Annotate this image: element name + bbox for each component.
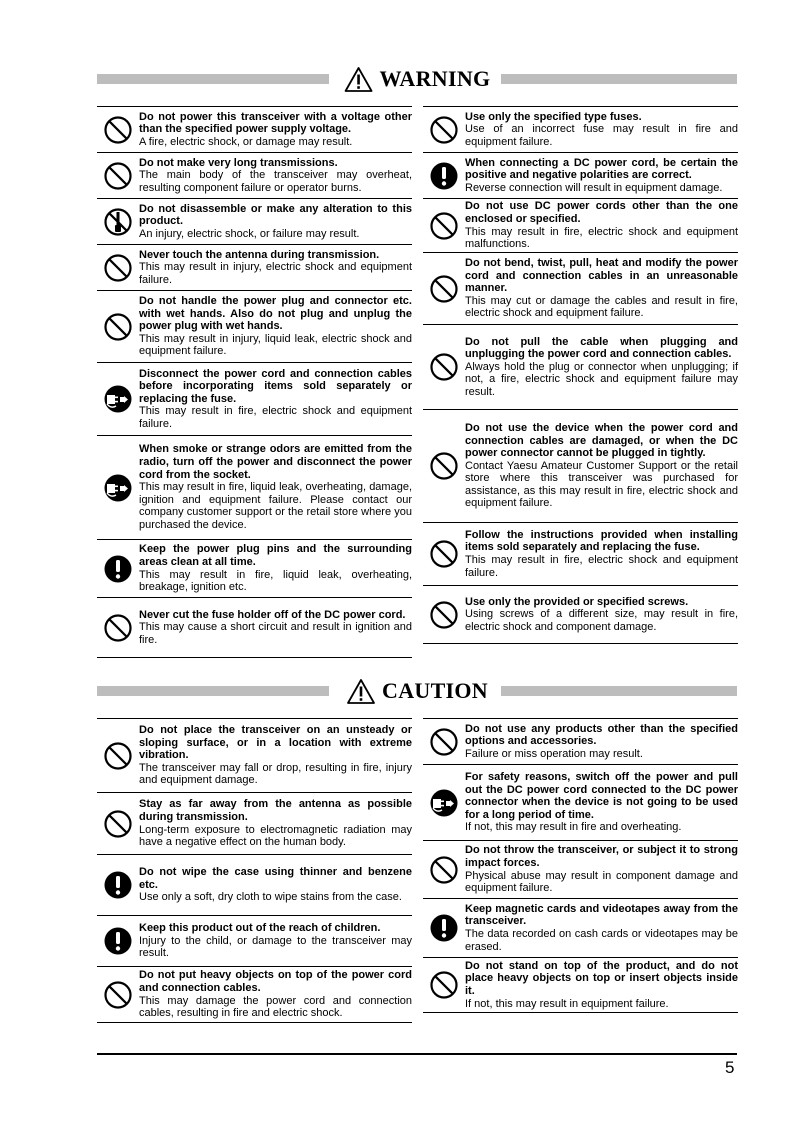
prohibition-icon xyxy=(423,600,465,630)
item-text xyxy=(465,842,738,896)
mandatory-icon xyxy=(97,870,139,900)
safety-item xyxy=(97,199,412,245)
item-text xyxy=(139,109,412,151)
prohibition-icon xyxy=(423,970,465,1000)
prohibition-icon xyxy=(423,539,465,569)
item-heading: Use only the provided or specified screws. xyxy=(465,595,689,608)
safety-item xyxy=(423,586,738,644)
item-body: Use of an incorrect fuse may result in fire and equipment failure. xyxy=(465,123,738,148)
safety-item xyxy=(423,199,738,253)
item-heading: Do not disassemble or make any alteration to this product. xyxy=(139,202,412,228)
item-heading: When connecting a DC power cord, be certain the positive and negative polarities are correct. xyxy=(465,156,738,182)
item-heading: Never cut the fuse holder off of the DC power cord. xyxy=(139,608,406,621)
footer-rule xyxy=(97,1053,737,1055)
safety-item xyxy=(97,153,412,199)
safety-item xyxy=(423,841,738,899)
item-body: This may result in injury, liquid leak, electric shock and equipment failure. xyxy=(139,332,412,358)
item-heading: Do not stand on top of the product, and do not place heavy objects on top or insert objects inside it. xyxy=(465,959,738,997)
item-body: The transceiver may fall or drop, resulting in fire, injury and equipment damage. xyxy=(139,761,412,787)
item-body: Contact Yaesu Amateur Customer Support or the retail store where this transceiver was purchased for assistance, as this may result in fire, electric shock and equipment failure. xyxy=(465,459,738,510)
item-text xyxy=(139,441,412,533)
item-heading: Disconnect the power cord and connection cables before incorporating items sold separately or replacing the fuse. xyxy=(139,367,412,405)
safety-item xyxy=(97,245,412,291)
safety-item xyxy=(97,436,412,540)
prohibition-icon xyxy=(97,980,139,1010)
prohibition-icon xyxy=(423,352,465,382)
item-body: This may result in fire, electric shock and equipment failure. xyxy=(465,554,738,579)
prohibition-icon xyxy=(423,211,465,241)
item-heading: Do not make very long transmissions. xyxy=(139,156,338,169)
safety-item xyxy=(97,967,412,1023)
item-heading: Do not use the device when the power cord and connection cables are damaged, or when the DC power connector cannot be plugged in tightly. xyxy=(465,421,738,460)
safety-item xyxy=(97,916,412,967)
safety-item xyxy=(423,253,738,325)
item-heading: Follow the instructions provided when installing items sold separately and replacing the fuse. xyxy=(465,528,738,554)
item-body: If not, this may result in equipment failure. xyxy=(465,997,669,1010)
item-text xyxy=(465,198,738,252)
item-body: Failure or miss operation may result. xyxy=(465,747,643,760)
safety-item xyxy=(97,107,412,153)
safety-item xyxy=(423,899,738,958)
item-text xyxy=(465,420,738,512)
item-heading: Use only the specified type fuses. xyxy=(465,110,642,123)
item-heading: Keep magnetic cards and videotapes away from the transceiver. xyxy=(465,902,738,928)
item-text xyxy=(139,155,412,197)
item-body: This may cause a short circuit and result in ignition and fire. xyxy=(139,621,412,646)
item-text xyxy=(465,901,738,955)
prohibition-icon xyxy=(97,115,139,145)
item-text xyxy=(139,201,412,243)
item-body: If not, this may result in fire and overheating. xyxy=(465,821,682,834)
item-heading: Do not pull the cable when plugging and unplugging the power cord and connection cables. xyxy=(465,335,738,361)
caution-header xyxy=(97,676,737,706)
item-heading: Do not power this transceiver with a voltage other than the specified power supply voltage. xyxy=(139,110,412,136)
safety-item xyxy=(97,855,412,916)
unplug-icon xyxy=(423,788,465,818)
caution-triangle-icon xyxy=(346,678,376,705)
item-text xyxy=(139,722,412,789)
item-text xyxy=(139,293,412,360)
item-body: Reverse connection will result in equipment damage. xyxy=(465,181,723,194)
safety-item xyxy=(423,107,738,153)
mandatory-icon xyxy=(97,554,139,584)
warning-right-column xyxy=(423,106,738,644)
page-number: 5 xyxy=(725,1058,735,1077)
item-body: Always hold the plug or connector when unplugging; if not, a fire, electric shock and equipment failure may result. xyxy=(465,360,738,398)
item-text xyxy=(139,541,412,595)
unplug-icon xyxy=(97,473,139,503)
item-heading: Stay as far away from the antenna as possible during transmission. xyxy=(139,798,412,823)
item-text xyxy=(465,958,738,1012)
item-text xyxy=(465,155,738,197)
item-body: This may result in fire, electric shock and equipment failure. xyxy=(139,405,412,430)
item-body: This may cut or damage the cables and result in fire, electric shock and equipment failure. xyxy=(465,294,738,320)
item-heading: Do not throw the transceiver, or subject it to strong impact forces. xyxy=(465,844,738,869)
item-heading: When smoke or strange odors are emitted from the radio, turn off the power and disconnect the power cord from the socket. xyxy=(139,443,412,481)
header-rule-right xyxy=(501,686,737,696)
item-text xyxy=(139,247,412,289)
prohibition-icon xyxy=(423,451,465,481)
header-rule-left xyxy=(97,686,329,696)
item-text xyxy=(465,527,738,581)
safety-item xyxy=(423,719,738,765)
item-heading: Do not use any products other than the specified options and accessories. xyxy=(465,722,738,748)
safety-item xyxy=(97,793,412,855)
safety-item xyxy=(423,325,738,410)
item-heading: Do not wipe the case using thinner and benzene etc. xyxy=(139,866,412,891)
item-text xyxy=(139,607,412,649)
item-body: Using screws of a different size, may result in fire, electric shock and component damage. xyxy=(465,608,738,633)
item-body: The data recorded on cash cards or videotapes may be erased. xyxy=(465,928,738,953)
unplug-icon xyxy=(97,384,139,414)
prohibition-icon xyxy=(423,115,465,145)
caution-left-column xyxy=(97,718,412,1023)
safety-item xyxy=(423,523,738,586)
item-text xyxy=(465,769,738,836)
item-heading: Do not handle the power plug and connector etc. with wet hands. Also do not plug and unplug the power plug with wet hands. xyxy=(139,295,412,333)
item-body: This may result in fire, liquid leak, overheating, breakage, ignition etc. xyxy=(139,568,412,594)
mandatory-icon xyxy=(423,913,465,943)
item-body: Long-term exposure to electromagnetic radiation may have a negative effect on the human body. xyxy=(139,823,412,849)
item-text xyxy=(465,721,738,763)
item-text xyxy=(139,967,412,1021)
item-heading: Do not use DC power cords other than the one enclosed or specified. xyxy=(465,200,738,225)
warning-title: WARNING xyxy=(379,66,491,91)
prohibition-icon xyxy=(97,741,139,771)
no-disassemble-icon xyxy=(97,207,139,237)
item-body: Physical abuse may result in component damage and equipment failure. xyxy=(465,869,738,895)
item-heading: Keep this product out of the reach of children. xyxy=(139,922,381,935)
prohibition-icon xyxy=(423,727,465,757)
caution-title-box xyxy=(338,676,496,706)
warning-title-box xyxy=(336,64,499,94)
item-text xyxy=(465,334,738,401)
item-body: An injury, electric shock, or failure may result. xyxy=(139,227,360,240)
item-text xyxy=(139,864,412,906)
safety-item xyxy=(97,291,412,363)
mandatory-icon xyxy=(423,161,465,191)
mandatory-icon xyxy=(97,926,139,956)
item-text xyxy=(139,366,412,433)
warning-triangle-icon xyxy=(344,66,374,93)
item-text xyxy=(139,920,412,962)
warning-left-column xyxy=(97,106,412,658)
item-body: This may damage the power cord and connection cables, resulting in fire and electric shock. xyxy=(139,994,412,1020)
item-body: This may result in fire, electric shock and equipment malfunctions. xyxy=(465,225,738,251)
item-text xyxy=(465,594,738,636)
safety-item xyxy=(423,410,738,523)
prohibition-icon xyxy=(97,161,139,191)
item-heading: Do not bend, twist, pull, heat and modify the power cord and connection cables in an unreasonable manner. xyxy=(465,257,738,295)
warning-header xyxy=(97,64,737,94)
item-text xyxy=(465,255,738,322)
item-heading: Do not place the transceiver on an unsteady or sloping surface, or in a location with extreme vibration. xyxy=(139,724,412,762)
prohibition-icon xyxy=(423,855,465,885)
item-body: This may result in injury, electric shock and equipment failure. xyxy=(139,261,412,286)
header-rule-left xyxy=(97,74,329,84)
safety-item xyxy=(423,958,738,1013)
item-body: This may result in fire, liquid leak, overheating, damage, ignition and equipment failure. Please contact our company customer support or the retail store where you purchased the device. xyxy=(139,481,412,531)
item-text xyxy=(465,109,738,151)
safety-item xyxy=(423,765,738,841)
item-body: A fire, electric shock, or damage may result. xyxy=(139,135,353,148)
prohibition-icon xyxy=(97,312,139,342)
prohibition-icon xyxy=(97,253,139,283)
prohibition-icon xyxy=(423,274,465,304)
item-heading: For safety reasons, switch off the power and pull out the DC power cord connected to the DC power connector when the device is not going to be used for a long period of time. xyxy=(465,771,738,821)
safety-item xyxy=(97,540,412,598)
safety-item xyxy=(97,719,412,793)
item-text xyxy=(139,796,412,850)
item-heading: Do not put heavy objects on top of the power cord and connection cables. xyxy=(139,969,412,994)
item-body: The main body of the transceiver may overheat, resulting component failure or operator burns. xyxy=(139,169,412,194)
item-body: Injury to the child, or damage to the transceiver may result. xyxy=(139,934,412,960)
item-body: Use only a soft, dry cloth to wipe stains from the case. xyxy=(139,891,402,904)
prohibition-icon xyxy=(97,613,139,643)
prohibition-icon xyxy=(97,809,139,839)
item-heading: Never touch the antenna during transmission. xyxy=(139,248,380,261)
caution-title: CAUTION xyxy=(382,678,488,703)
safety-item xyxy=(97,598,412,658)
header-rule-right xyxy=(501,74,737,84)
item-heading: Keep the power plug pins and the surrounding areas clean at all time. xyxy=(139,543,412,568)
safety-item xyxy=(97,363,412,436)
safety-item xyxy=(423,153,738,199)
caution-right-column xyxy=(423,718,738,1013)
